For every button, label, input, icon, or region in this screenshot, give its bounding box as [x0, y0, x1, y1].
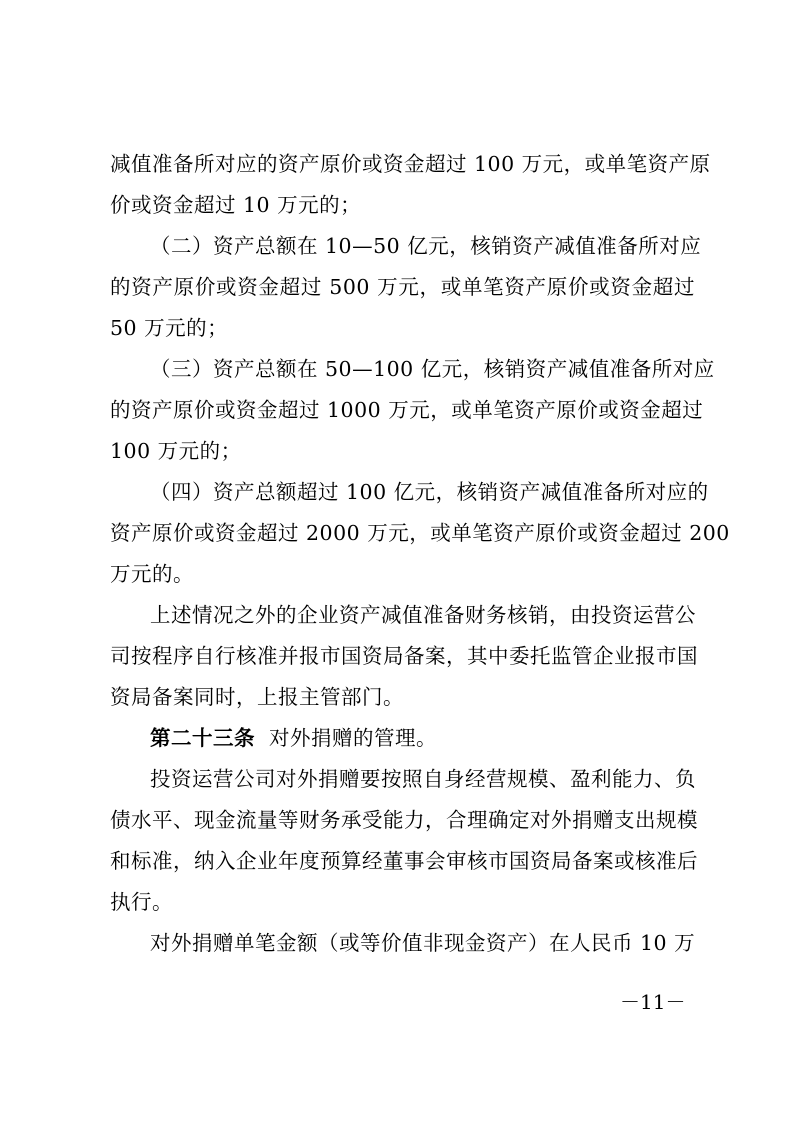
text-line: 万元的。 [110, 562, 194, 586]
text-line: 的资产原价或资金超过 1000 万元，或单笔资产原价或资金超过 [110, 398, 704, 422]
text-line: 投资运营公司对外捐赠要按照自身经营规模、盈利能力、负 [150, 767, 696, 791]
text-line: （四）资产总额超过 100 亿元，核销资产减值准备所对应的 [150, 480, 709, 504]
text-line: 对外捐赠单笔金额（或等价值非现金资产）在人民币 10 万 [150, 931, 696, 955]
text-line: 的资产原价或资金超过 500 万元，或单笔资产原价或资金超过 [110, 275, 695, 299]
text-line: 资局备案同时，上报主管部门。 [110, 685, 404, 709]
article-heading: 第二十三条 [150, 726, 255, 750]
text-line: 100 万元的； [110, 439, 242, 463]
text-line: 和标准，纳入企业年度预算经董事会审核市国资局备案或核准后 [110, 849, 698, 873]
text-line: 价或资金超过 10 万元的； [110, 193, 362, 217]
text-line: 50 万元的； [110, 316, 229, 340]
text-line: 司按程序自行核准并报市国资局备案，其中委托监管企业报市国 [110, 644, 698, 668]
text-line: 债水平、现金流量等财务承受能力，合理确定对外捐赠支出规模 [110, 808, 698, 832]
article-line [150, 726, 695, 750]
text-line: 上述情况之外的企业资产减值准备财务核销，由投资运营公 [150, 603, 696, 627]
article-title: 对外捐赠的管理。 [269, 726, 438, 750]
text-line: （二）资产总额在 10—50 亿元，核销资产减值准备所对应 [150, 234, 702, 258]
text-line: 减值准备所对应的资产原价或资金超过 100 万元，或单笔资产原 [110, 152, 711, 176]
text-line: 执行。 [110, 890, 173, 914]
text-line: 资产原价或资金超过 2000 万元，或单笔资产原价或资金超过 200 [110, 521, 730, 545]
page-number: －11－ [620, 990, 686, 1014]
text-line: （三）资产总额在 50—100 亿元，核销资产减值准备所对应 [150, 357, 715, 381]
